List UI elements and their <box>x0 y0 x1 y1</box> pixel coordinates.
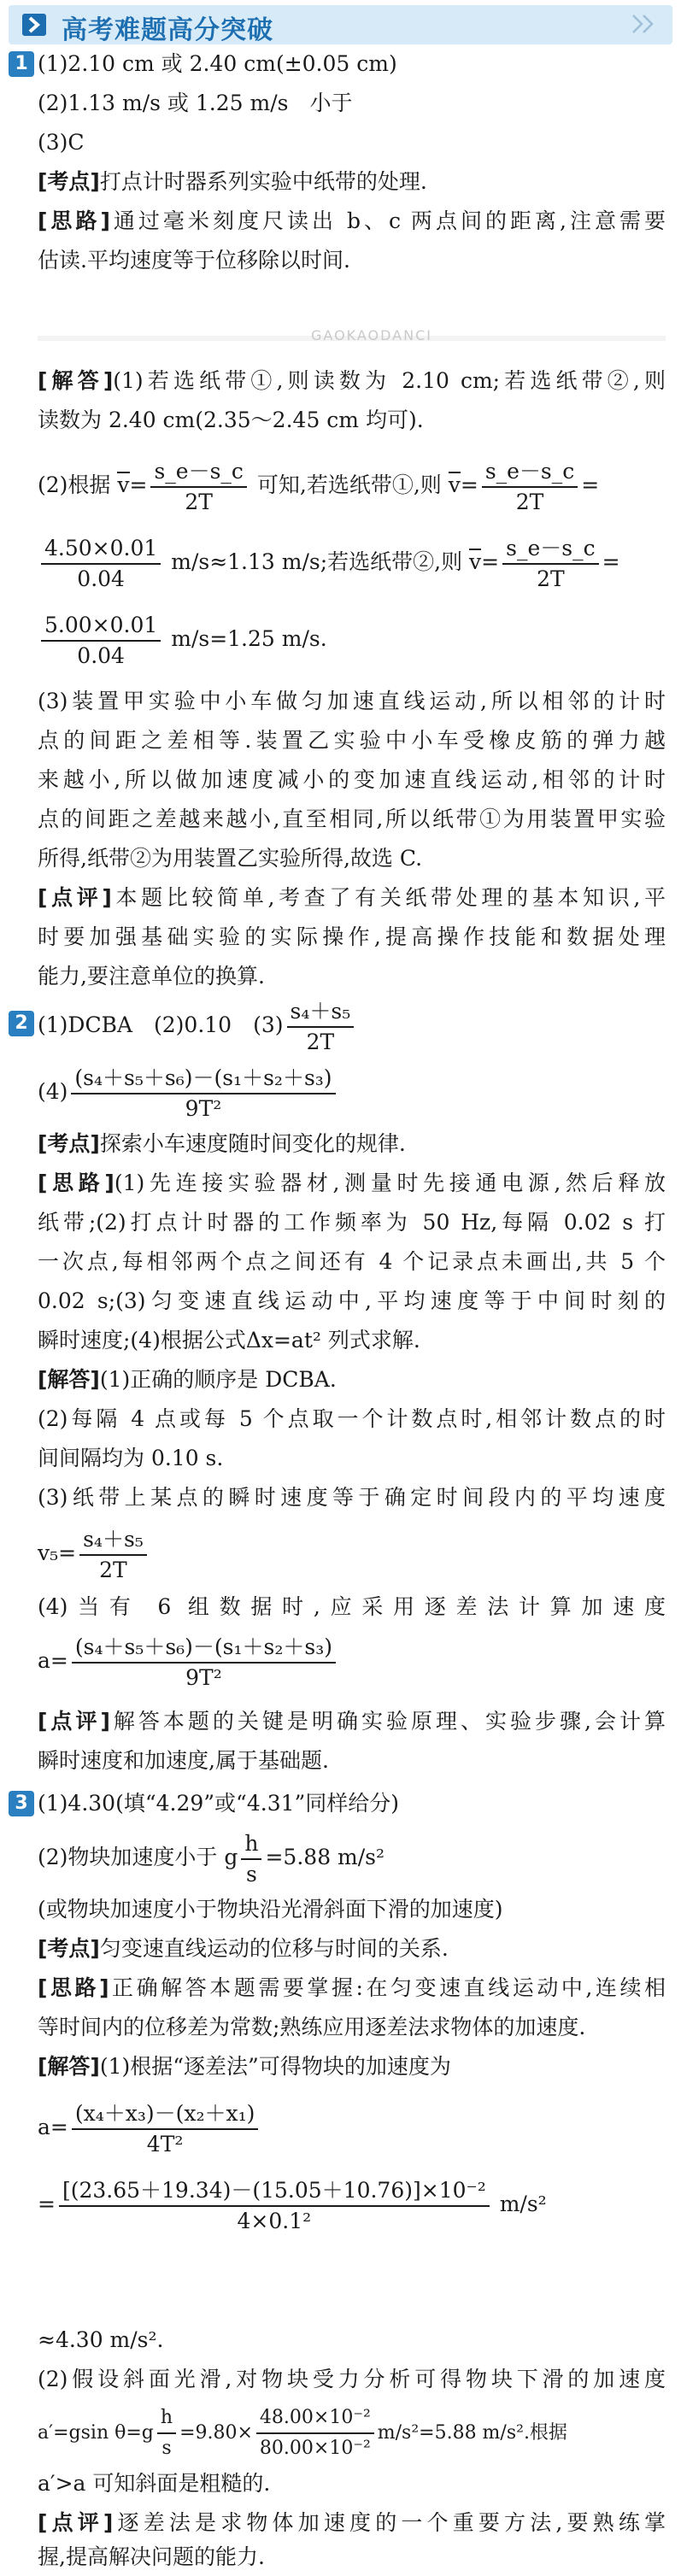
q2-silu-line-5: 瞬时速度;(4)根据公式Δx=at² 列式求解. <box>38 1328 420 1353</box>
fraction <box>287 997 355 1057</box>
frac-num: s₄＋s₅ <box>79 1525 147 1556</box>
q2-silu-line-4: 0.02 s;(3)匀变速直线运动中,平均速度等于中间时刻的 <box>38 1288 666 1313</box>
jieda-label: [解答] <box>38 368 114 393</box>
frac-num: (s₄＋s₅＋s₆)－(s₁＋s₂＋s₃) <box>71 1064 335 1094</box>
frac-num: s₄＋s₅ <box>287 997 355 1028</box>
text: m/s²=5.88 m/s².根据 <box>377 2422 567 2444</box>
kaodian-text: 打点计时器系列实验中纸带的处理. <box>99 169 427 194</box>
frac-den: 0.04 <box>77 643 125 668</box>
q1-part3-line-3: 来越小,所以做加速度减小的变加速直线运动,相邻的计时 <box>38 767 666 792</box>
watermark: GAOKAODANCI <box>311 327 432 343</box>
q1-part3-line-4: 点的间距之差越来越小,直至相同,所以纸带①为用装置甲实验 <box>38 807 666 831</box>
question-1-badge: 1 <box>9 51 34 77</box>
q3-answer-1: (1)4.30(填“4.29”或“4.31”同样给分) <box>38 1791 400 1816</box>
frac-den: 2T <box>537 566 565 591</box>
frac-den: s <box>246 1861 257 1887</box>
q1-dianping-line-1 <box>38 880 666 916</box>
q2-dianping-line-2: 瞬时速度和加速度,属于基础题. <box>38 1748 329 1773</box>
fraction <box>41 534 161 594</box>
q3-jieda-line-1 <box>38 2049 666 2085</box>
q1-answer-3: (3)C <box>38 130 85 155</box>
frac-num: [(23.65＋19.34)－(15.05＋10.76)]×10⁻² <box>59 2176 490 2207</box>
text: =5.88 m/s² <box>265 1845 385 1869</box>
text: (1)DCBA (2)0.10 (3) <box>38 1012 284 1037</box>
fraction <box>41 611 161 671</box>
fraction <box>59 2176 490 2236</box>
fraction <box>482 457 578 517</box>
text: a= <box>38 1648 68 1673</box>
frac-num: (x₄＋x₃)－(x₂＋x₁) <box>72 2099 259 2130</box>
q1-part3-line-2: 点的间距之差相等.装置乙实验中小车受橡皮筋的弹力越 <box>38 728 666 753</box>
dianping-label: [点评] <box>38 1709 110 1734</box>
q2-jieda-v5 <box>38 1521 666 1586</box>
q3-answer-2 <box>38 1825 666 1890</box>
frac-num: h <box>157 2403 176 2434</box>
text: (2)根据 <box>38 472 111 497</box>
fraction <box>72 2099 259 2159</box>
kaodian-label: [考点] <box>38 1131 100 1156</box>
silu-text: (1)先连接实验器材,测量时先接通电源,然后释放 <box>114 1171 666 1195</box>
q3-silu-line-1 <box>38 1970 666 2006</box>
v-bar: v <box>469 549 482 574</box>
frac-num: s_e－s_c <box>502 534 598 565</box>
q2-jieda-line-6: (4)当有 6 组数据时,应采用逐差法计算加速度 <box>38 1594 666 1619</box>
silu-label: [思路] <box>38 1975 109 2000</box>
q3-a-prime <box>38 2401 666 2466</box>
text: a′=gsin θ=g <box>38 2422 154 2444</box>
text: v₅= <box>38 1540 77 1565</box>
text: m/s≈1.13 m/s;若选纸带②,则 <box>171 549 463 574</box>
frac-num: s_e－s_c <box>150 457 246 488</box>
kaodian-label: [考点] <box>38 1936 100 1961</box>
q1-part3-line-5: 所得,纸带②为用装置乙实验所得,故选 C. <box>38 846 423 871</box>
section-header <box>9 5 672 44</box>
q1-silu-line-2: 估读.平均速度等于位移除以时间. <box>38 248 350 273</box>
frac-den: s <box>161 2438 172 2459</box>
dianping-label: [点评] <box>38 2510 114 2535</box>
frac-num: h <box>241 1829 261 1860</box>
q2-jieda-line-3: 间间隔均为 0.10 s. <box>38 1446 224 1470</box>
silu-text: 正确解答本题需要掌握:在匀变速直线运动中,连续相 <box>109 1975 666 2000</box>
q1-jieda-line-2: 读数为 2.40 cm(2.35～2.45 cm 均可). <box>38 408 424 432</box>
eq: = <box>481 549 500 574</box>
frac-den: 9T² <box>185 1664 222 1690</box>
frac-den: 4×0.1² <box>237 2208 312 2233</box>
fraction <box>502 534 598 594</box>
frac-den: 4T² <box>146 2131 184 2156</box>
jieda-text: (1)根据“逐差法”可得物块的加速度为 <box>99 2054 451 2079</box>
frac-den: 9T² <box>185 1095 222 1121</box>
q2-jieda-line-1 <box>38 1362 666 1398</box>
q3-dianping-line-2: 握,提高解决问题的能力. <box>38 2544 265 2569</box>
q1-jieda-line-1 <box>38 363 666 399</box>
fraction <box>157 2403 176 2463</box>
v-bar: v <box>448 472 461 497</box>
fraction <box>72 1633 336 1693</box>
eq: = <box>581 472 600 497</box>
v-bar: v <box>117 472 130 497</box>
section-title: 高考难题高分突破 <box>62 15 273 45</box>
page-divider <box>38 327 666 343</box>
q3-jieda-line-4: a′>a 可知斜面是粗糙的. <box>38 2471 271 2496</box>
fraction <box>71 1064 335 1124</box>
eq: = <box>460 472 478 497</box>
jieda-label: [解答] <box>38 2054 100 2079</box>
text: =9.80× <box>179 2422 253 2444</box>
text: 可知,若选纸带①,则 <box>256 472 442 497</box>
frac-den: 2T <box>99 1557 127 1582</box>
q2-jieda-line-2: (2)每隔 4 点或每 5 个点取一个计数点时,相邻计数点的时 <box>38 1406 666 1431</box>
frac-den: 2T <box>306 1029 335 1054</box>
kaodian-text: 探索小车速度随时间变化的规律. <box>99 1131 406 1156</box>
jieda-text: (1)若选纸带①,则读数为 2.10 cm;若选纸带②,则 <box>113 368 666 393</box>
q1-part3-line-1: (3)装置甲实验中小车做匀加速直线运动,所以相邻的计时 <box>38 689 666 713</box>
frac-num: 48.00×10⁻² <box>256 2403 374 2434</box>
kaodian-label: [考点] <box>38 169 100 194</box>
silu-label: [思路] <box>38 208 110 233</box>
frac-num: (s₄＋s₅＋s₆)－(s₁＋s₂＋s₃) <box>72 1633 336 1664</box>
q2-dianping-line-1 <box>38 1704 666 1740</box>
frac-den: 80.00×10⁻² <box>259 2438 371 2459</box>
q3-answer-2-note: (或物块加速度小于物块沿光滑斜面下滑的加速度) <box>38 1897 503 1922</box>
q3-a-formula <box>38 2093 666 2162</box>
q1-answer-1: (1)2.10 cm 或 2.40 cm(±0.05 cm) <box>38 51 397 76</box>
frac-num: s_e－s_c <box>482 457 578 488</box>
q3-a-substitution <box>38 2170 666 2239</box>
fraction <box>150 457 246 517</box>
fraction <box>79 1525 147 1585</box>
q1-part2-line-2 <box>38 528 666 596</box>
eq: = <box>129 472 148 497</box>
frac-num: 4.50×0.01 <box>41 534 161 565</box>
text: m/s=1.25 m/s. <box>171 626 327 651</box>
dianping-label: [点评] <box>38 885 112 910</box>
q2-jieda-line-4: (3)纸带上某点的瞬时速度等于确定时间段内的平均速度 <box>38 1485 666 1510</box>
jieda-label: [解答] <box>38 1367 100 1392</box>
double-chevron-icon <box>630 12 659 36</box>
kaodian-text: 匀变速直线运动的位移与时间的关系. <box>99 1936 449 1961</box>
q3-kaodian <box>38 1931 666 1967</box>
dianping-text: 解答本题的关键是明确实验原理、实验步骤,会计算 <box>109 1709 666 1734</box>
silu-label: [思路] <box>38 1171 114 1195</box>
q3-dianping-line-1 <box>38 2505 666 2541</box>
q1-part2-line-1 <box>38 451 666 519</box>
q1-dianping-line-3: 能力,要注意单位的换算. <box>38 964 265 989</box>
q1-answer-2: (2)1.13 m/s 或 1.25 m/s 小于 <box>38 91 353 115</box>
question-2-badge: 2 <box>9 1011 34 1036</box>
text: a= <box>38 2115 68 2139</box>
frac-den: 2T <box>515 489 544 514</box>
frac-den: 2T <box>185 489 213 514</box>
eq: = <box>602 549 620 574</box>
q3-jieda-line-2: (2)假设斜面光滑,对物块受力分析可得物块下滑的加速度 <box>38 2367 666 2391</box>
q2-kaodian <box>38 1126 666 1162</box>
q3-silu-line-2: 等时间内的位移差为常数;熟练应用逐差法求物体的加速度. <box>38 2015 586 2039</box>
dianping-text: 本题比较简单,考查了有关纸带处理的基本知识,平 <box>111 885 666 910</box>
dianping-text: 逐差法是求物体加速度的一个重要方法,要熟练掌 <box>113 2510 666 2535</box>
q3-approx: ≈4.30 m/s². <box>38 2327 164 2352</box>
q2-jieda-a <box>38 1628 666 1693</box>
q1-kaodian <box>38 164 666 200</box>
q2-silu-line-1 <box>38 1165 666 1201</box>
arrow-right-icon <box>22 14 46 36</box>
fraction <box>241 1829 261 1889</box>
q2-answer-4 <box>38 1059 666 1124</box>
jieda-text: (1)正确的顺序是 DCBA. <box>99 1367 337 1392</box>
frac-den: 0.04 <box>77 566 125 591</box>
q2-answer-1 <box>38 993 666 1058</box>
q2-silu-line-3: 一次点,每相邻两个点之间还有 4 个记录点未画出,共 5 个 <box>38 1249 666 1274</box>
fraction <box>256 2403 374 2463</box>
frac-num: 5.00×0.01 <box>41 611 161 642</box>
question-3-badge: 3 <box>9 1791 34 1816</box>
q1-silu-line-1 <box>38 203 666 239</box>
text: = <box>38 2192 56 2216</box>
q1-dianping-line-2: 时要加强基础实验的实际操作,提高操作技能和数据处理 <box>38 924 666 949</box>
text: (4) <box>38 1079 68 1104</box>
silu-text: 通过毫米刻度尺读出 b、c 两点间的距离,注意需要 <box>109 208 666 233</box>
q2-silu-line-2: 纸带;(2)打点计时器的工作频率为 50 Hz,每隔 0.02 s 打 <box>38 1210 666 1235</box>
unit: m/s² <box>499 2192 547 2216</box>
text: (2)物块加速度小于 g <box>38 1845 238 1869</box>
q1-part2-line-3 <box>38 605 666 673</box>
